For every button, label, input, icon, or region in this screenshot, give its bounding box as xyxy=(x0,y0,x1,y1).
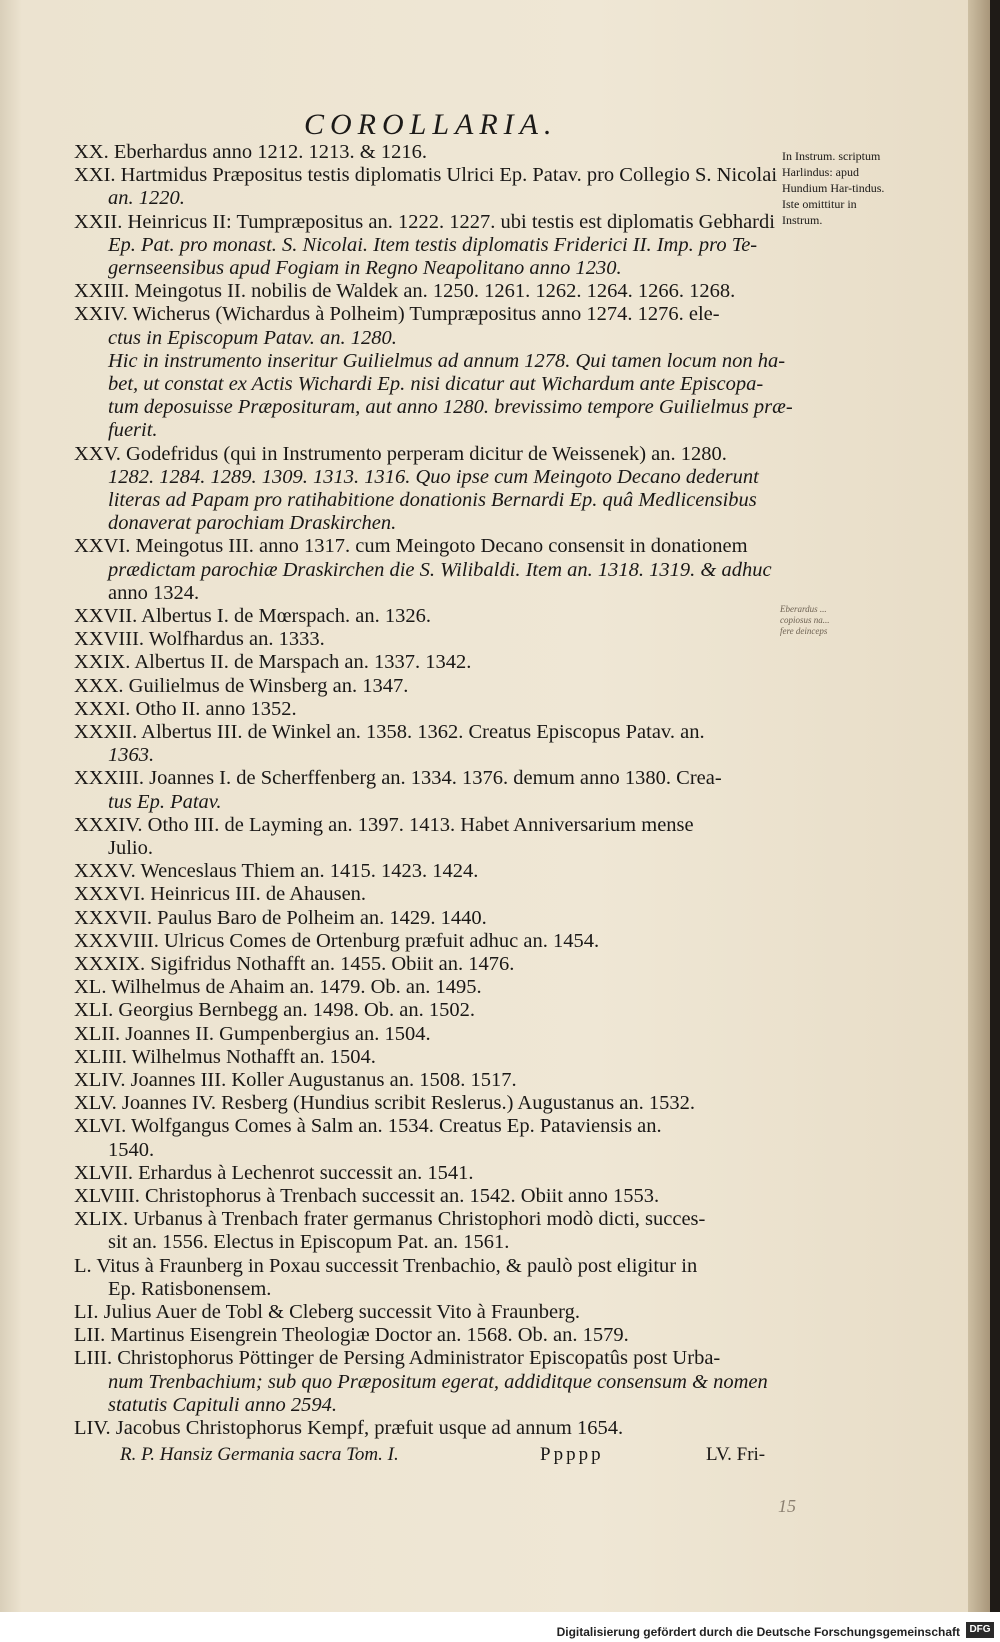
entry-line: LIV. Jacobus Christophorus Kempf, præfuit usque ad annum 1654. xyxy=(74,1417,624,1439)
entry-line: XXII. Heinricus II: Tumpræpositus an. 1222. 1227. ubi testis est diplomatis Gebhardi xyxy=(74,210,775,233)
entry-line: XXXV. Wenceslaus Thiem an. 1415. 1423. 1424. xyxy=(74,860,479,883)
entry-line: XXXI. Otho II. anno 1352. xyxy=(74,697,297,720)
signature-mark: Ppppp xyxy=(540,1444,604,1465)
entry-line: LI. Julius Auer de Tobl & Cleberg successit Vito à Fraunberg. xyxy=(74,1301,580,1323)
entry-line: 1363. xyxy=(108,744,155,767)
entry-line: XXVII. Albertus I. de Mœrspach. an. 1326. xyxy=(74,605,431,627)
entry-line: XXIII. Meingotus II. nobilis de Waldek an. 1250. 1261. 1262. 1264. 1266. 1268. xyxy=(74,280,736,303)
entry-line: XXXIX. Sigifridus Nothafft an. 1455. Obiit an. 1476. xyxy=(74,953,515,975)
entry-line: XLII. Joannes II. Gumpenbergius an. 1504. xyxy=(74,1022,431,1045)
entry-line: XLIX. Urbanus à Trenbach frater germanus Christophori modò dicti, succes- xyxy=(74,1208,706,1231)
entry-line: 1282. 1284. 1289. 1309. 1313. 1316. Quo ipse cum Meingoto Decano dederunt xyxy=(108,465,759,488)
entry-line: donaverat parochiam Draskirchen. xyxy=(108,512,397,535)
entry-line: XXXVI. Heinricus III. de Ahausen. xyxy=(74,883,367,906)
entry-line: tum deposuisse Præposituram, aut anno 1280. brevissimo tempore Guilielmus præ- xyxy=(108,396,793,419)
entry-line: XXXII. Albertus III. de Winkel an. 1358. 1362. Creatus Episcopus Patav. an. xyxy=(74,721,705,743)
entry-line: XLVII. Erhardus à Lechenrot successit an. 1541. xyxy=(74,1161,474,1184)
entry-line: literas ad Papam pro ratihabitione donationis Bernardi Ep. quâ Medlicensibus xyxy=(108,489,757,511)
entry-line: XLVIII. Christophorus à Trenbach successit an. 1542. Obiit anno 1553. xyxy=(74,1185,660,1207)
entry-line: XXI. Hartmidus Præpositus testis diplomatis Ulrici Ep. Patav. pro Collegio S. Nicolai xyxy=(74,164,778,187)
entry-line: XXV. Godefridus (qui in Instrumento perperam dicitur de Weissenek) an. 1280. xyxy=(74,442,727,465)
catchword: LV. Fri- xyxy=(706,1444,766,1465)
entry-line: XXVIII. Wolfhardus an. 1333. xyxy=(74,628,325,651)
entry-line: statutis Capituli anno 2594. xyxy=(108,1393,337,1416)
entry-line: tus Ep. Patav. xyxy=(108,790,222,813)
entry-line: XX. Eberhardus anno 1212. 1213. & 1216. xyxy=(74,141,428,163)
entry-line: XXVI. Meingotus III. anno 1317. cum Meingoto Decano consensit in donationem xyxy=(74,535,748,558)
entry-line: XXXVIII. Ulricus Comes de Ortenburg præfuit adhuc an. 1454. xyxy=(74,929,600,952)
footer-reference: R. P. Hansiz Germania sacra Tom. I. xyxy=(120,1444,399,1465)
entry-line: XXIV. Wicherus (Wichardus à Polheim) Tumpræpositus anno 1274. 1276. ele- xyxy=(74,303,720,326)
entry-line: 1540. xyxy=(108,1138,155,1161)
entry-line: XXIX. Albertus II. de Marspach an. 1337. 1342. xyxy=(74,651,472,674)
pencil-page-number: 15 xyxy=(778,1496,796,1516)
dfg-logo: DFG xyxy=(966,1622,994,1638)
entry-line: an. 1220. xyxy=(108,187,185,210)
entry-line: Hic in instrumento inseritur Guilielmus ad annum 1278. Qui tamen locum non ha- xyxy=(108,349,786,372)
entry-line: sit an. 1556. Electus in Episcopum Pat. an. 1561. xyxy=(108,1231,510,1254)
entry-line: XXX. Guilielmus de Winsberg an. 1347. xyxy=(74,674,409,697)
entry-line: L. Vitus à Fraunberg in Poxau successit Trenbachio, & paulò post eligitur in xyxy=(74,1254,698,1277)
entry-line: XLIV. Joannes III. Koller Augustanus an. 1508. 1517. xyxy=(74,1069,517,1091)
entry-line: Ep. Ratisbonensem. xyxy=(108,1277,272,1300)
dfg-credit: Digitalisierung gefördert durch die Deutsche Forschungsgemeinschaft xyxy=(556,1625,960,1639)
page-header: COROLLARIA. xyxy=(304,108,558,141)
entry-line: ctus in Episcopum Patav. an. 1280. xyxy=(108,326,397,349)
entry-line: fuerit. xyxy=(108,419,158,442)
entry-line: XLV. Joannes IV. Resberg (Hundius scribit Reslerus.) Augustanus an. 1532. xyxy=(74,1092,696,1115)
entry-line: prædictam parochiæ Draskirchen die S. Wilibaldi. Item an. 1318. 1319. & adhuc xyxy=(108,558,772,581)
entry-line: bet, ut constat ex Actis Wichardi Ep. nisi dicatur aut Wichardum ante Episcopa- xyxy=(108,373,764,395)
entry-line: num Trenbachium; sub quo Præpositum egerat, addiditque consensum & nomen xyxy=(108,1370,768,1393)
entry-line: gernseensibus apud Fogiam in Regno Neapolitano anno 1230. xyxy=(108,257,622,279)
entry-line: XL. Wilhelmus de Ahaim an. 1479. Ob. an. 1495. xyxy=(74,976,482,999)
margin-note-faint: Eberardus ... copiosus na... fere deinceps xyxy=(780,604,830,636)
entry-line: anno 1324. xyxy=(108,581,200,604)
entry-line: Ep. Pat. pro monast. S. Nicolai. Item testis diplomatis Friderici II. Imp. pro Te- xyxy=(108,233,758,256)
entry-line: XLI. Georgius Bernbegg an. 1498. Ob. an. 1502. xyxy=(74,999,476,1022)
entry-line: XLIII. Wilhelmus Nothafft an. 1504. xyxy=(74,1045,376,1068)
entry-line: XXXIV. Otho III. de Layming an. 1397. 1413. Habet Anniversarium mense xyxy=(74,813,694,836)
entry-line: LII. Martinus Eisengrein Theologiæ Doctor an. 1568. Ob. an. 1579. xyxy=(74,1324,629,1347)
entry-line: LIII. Christophorus Pöttinger de Persing Administrator Episcopatûs post Urba- xyxy=(74,1347,721,1370)
page-edge xyxy=(968,0,990,1612)
entry-line: XXXIII. Joannes I. de Scherffenberg an. 1334. 1376. demum anno 1380. Crea- xyxy=(74,767,722,790)
margin-note: In Instrum. scriptum Harlindus: apud Hundium Har-tindus. Iste omittitur in Instrum. xyxy=(782,149,885,227)
entry-line: Julio. xyxy=(108,837,153,859)
entry-line: XLVI. Wolfgangus Comes à Salm an. 1534. Creatus Ep. Pataviensis an. xyxy=(74,1115,662,1138)
entry-line: XXXVII. Paulus Baro de Polheim an. 1429. 1440. xyxy=(74,906,487,929)
